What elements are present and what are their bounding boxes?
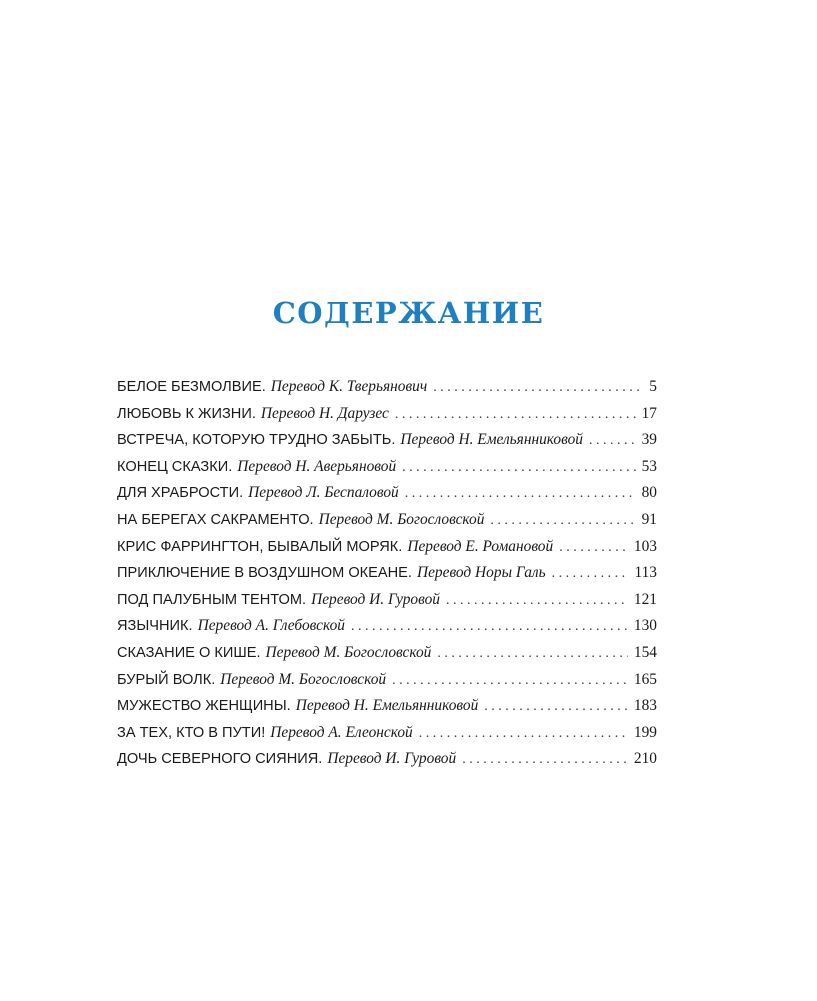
entry-page-number: 154 bbox=[633, 643, 657, 661]
entry-translator: Перевод И. Гуровой bbox=[311, 590, 440, 608]
entry-title: ЯЗЫЧНИК. bbox=[117, 618, 193, 635]
toc-entry bbox=[117, 587, 657, 614]
dot-leader bbox=[446, 588, 628, 615]
dot-leader bbox=[419, 721, 628, 748]
toc-entry bbox=[117, 507, 657, 534]
toc-entry bbox=[117, 693, 657, 720]
entry-title: ЗА ТЕХ, КТО В ПУТИ! bbox=[117, 724, 266, 741]
dot-leader bbox=[484, 694, 628, 721]
entry-title: ВСТРЕЧА, КОТОРУЮ ТРУДНО ЗАБЫТЬ. bbox=[117, 432, 396, 449]
dot-leader bbox=[395, 402, 636, 429]
toc-entry bbox=[117, 427, 657, 454]
toc-entry bbox=[117, 667, 657, 694]
entry-translator: Перевод Норы Галь bbox=[416, 564, 546, 582]
dot-leader bbox=[392, 668, 628, 695]
toc-entry bbox=[117, 560, 657, 587]
entry-title: МУЖЕСТВО ЖЕНЩИНЫ. bbox=[117, 698, 291, 715]
toc-list bbox=[117, 374, 657, 773]
entry-page-number: 91 bbox=[641, 510, 657, 528]
entry-title: БУРЫЙ ВОЛК. bbox=[117, 671, 216, 688]
entry-title: СКАЗАНИЕ О КИШЕ. bbox=[117, 644, 261, 661]
entry-page-number: 130 bbox=[633, 617, 657, 635]
dot-leader bbox=[402, 455, 635, 482]
dot-leader bbox=[462, 747, 628, 774]
entry-translator: Перевод М. Богословской bbox=[220, 670, 387, 688]
entry-translator: Перевод А. Глебовской bbox=[197, 617, 345, 635]
entry-page-number: 5 bbox=[649, 378, 657, 395]
entry-page-number: 103 bbox=[633, 537, 657, 555]
entry-page-number: 39 bbox=[641, 431, 657, 449]
entry-translator: Перевод М. Богословской bbox=[265, 643, 432, 661]
dot-leader bbox=[351, 614, 628, 641]
entry-translator: Перевод М. Богословской bbox=[318, 510, 485, 528]
entry-page-number: 121 bbox=[633, 590, 657, 608]
toc-entry bbox=[117, 534, 657, 561]
entry-title: НА БЕРЕГАХ САКРАМЕНТО. bbox=[117, 511, 314, 528]
dot-leader bbox=[405, 481, 636, 508]
toc-entry bbox=[117, 480, 657, 507]
entry-title: КРИС ФАРРИНГТОН, БЫВАЛЫЙ МОРЯК. bbox=[117, 538, 403, 555]
entry-translator: Перевод Н. Дарузес bbox=[260, 404, 389, 422]
entry-title: ПОД ПАЛУБНЫМ ТЕНТОМ. bbox=[117, 591, 307, 608]
entry-translator: Перевод Н. Емельянниковой bbox=[295, 697, 479, 715]
entry-translator: Перевод И. Гуровой bbox=[327, 750, 457, 768]
entry-page-number: 80 bbox=[641, 484, 657, 502]
entry-page-number: 210 bbox=[633, 750, 657, 768]
dot-leader bbox=[552, 561, 629, 588]
entry-title: ДЛЯ ХРАБРОСТИ. bbox=[117, 485, 244, 502]
entry-title: ДОЧЬ СЕВЕРНОГО СИЯНИЯ. bbox=[117, 751, 323, 768]
entry-translator: Перевод А. Елеонской bbox=[270, 723, 413, 741]
toc-entry bbox=[117, 374, 657, 401]
dot-leader bbox=[589, 428, 636, 455]
entry-translator: Перевод Н. Аверьяновой bbox=[237, 457, 397, 475]
entry-page-number: 17 bbox=[641, 404, 657, 422]
toc-entry bbox=[117, 454, 657, 481]
entry-translator: Перевод Е. Романовой bbox=[407, 537, 554, 555]
entry-page-number: 165 bbox=[633, 670, 657, 688]
entry-title: ПРИКЛЮЧЕНИЕ В ВОЗДУШНОМ ОКЕАНЕ. bbox=[117, 565, 412, 582]
entry-page-number: 113 bbox=[634, 564, 657, 582]
toc-entry bbox=[117, 720, 657, 747]
dot-leader bbox=[559, 535, 628, 562]
toc-heading: СОДЕРЖАНИЕ bbox=[272, 296, 545, 330]
entry-page-number: 199 bbox=[633, 723, 657, 741]
dot-leader bbox=[490, 508, 635, 535]
entry-title: БЕЛОЕ БЕЗМОЛВИЕ. bbox=[117, 379, 266, 395]
entry-translator: Перевод Н. Емельянниковой bbox=[400, 431, 583, 449]
entry-translator: Перевод Л. Беспаловой bbox=[248, 484, 399, 502]
entry-page-number: 183 bbox=[633, 697, 657, 715]
dot-leader bbox=[437, 641, 628, 668]
toc-entry bbox=[117, 613, 657, 640]
entry-translator: Перевод К. Тверьянович bbox=[270, 378, 428, 395]
dot-leader bbox=[433, 375, 639, 402]
entry-title: КОНЕЦ СКАЗКИ. bbox=[117, 458, 233, 475]
toc-entry bbox=[117, 746, 657, 773]
entry-page-number: 53 bbox=[641, 457, 657, 475]
toc-entry bbox=[117, 640, 657, 667]
entry-title: ЛЮБОВЬ К ЖИЗНИ. bbox=[117, 405, 256, 422]
toc-entry bbox=[117, 401, 657, 428]
